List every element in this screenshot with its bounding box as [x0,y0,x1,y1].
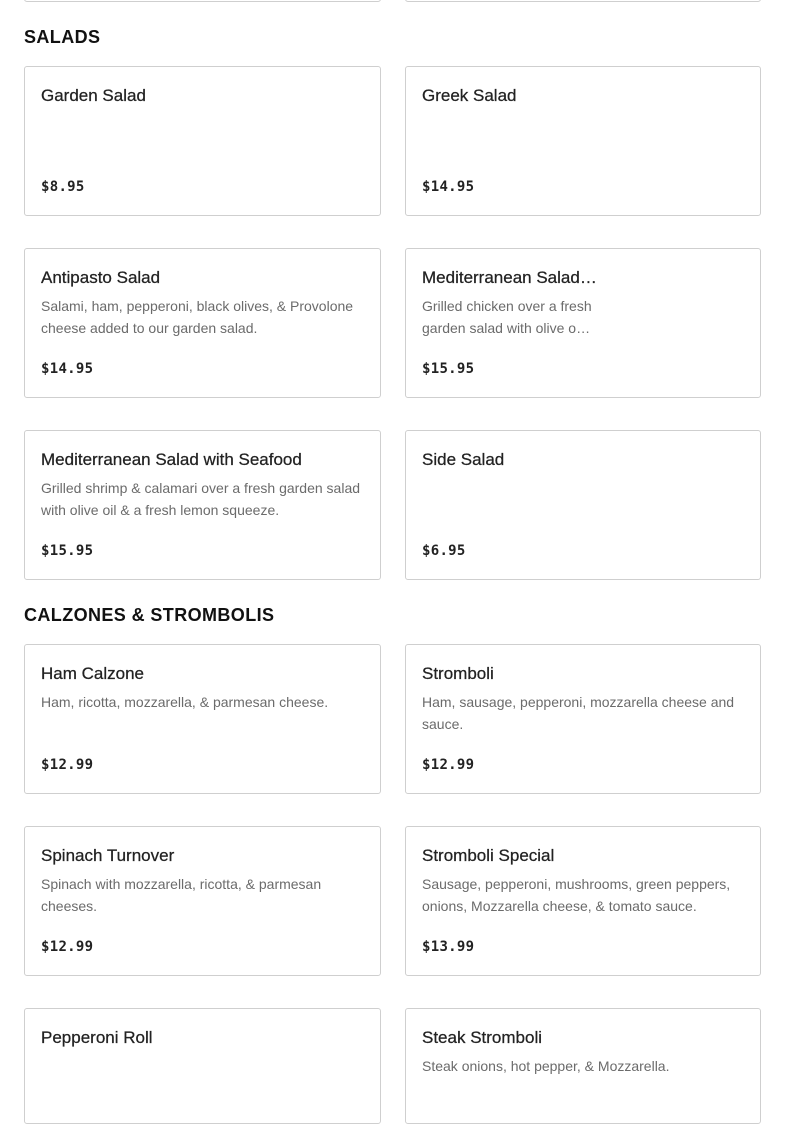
item-description: Steak onions, hot pepper, & Mozzarella. [422,1058,670,1074]
menu-item-ham-calzone[interactable] [24,644,381,794]
menu-item-steak-stromboli[interactable] [405,1008,761,1124]
menu-item-antipasto-salad[interactable] [24,248,381,398]
item-price: $12.99 [41,939,94,955]
item-name: Stromboli Special [422,846,555,865]
item-description: Ham, sausage, pepperoni, mozzarella cheese and sauce. [422,694,735,732]
item-price: $14.95 [41,361,94,377]
item-name: Side Salad [422,450,505,469]
menu-item-greek-salad[interactable] [405,66,761,216]
item-name: Spinach Turnover [41,846,175,865]
item-description: Spinach with mozzarella, ricotta, & parmesan cheeses. [41,876,322,914]
item-name: Stromboli [422,664,494,683]
menu-item-card[interactable] [405,0,761,2]
item-name: Ham Calzone [41,664,144,683]
item-price: $14.95 [422,179,475,195]
item-description: Grilled shrimp & calamari over a fresh garden salad with olive oil & a fresh lemon squeeze. [41,480,361,518]
item-name: Mediterranean Salad… [422,268,597,287]
item-name: Greek Salad [422,86,517,105]
item-price: $12.99 [41,757,94,773]
item-price: $15.95 [422,361,475,377]
menu-item-mediterranean-salad[interactable] [405,248,761,398]
item-description: Salami, ham, pepperoni, black olives, & Provolone cheese added to our garden salad. [41,298,354,336]
menu-item-spinach-turnover[interactable] [24,826,381,976]
item-price: $6.95 [422,543,466,559]
item-price: $8.95 [41,179,85,195]
item-description: Sausage, pepperoni, mushrooms, green peppers, onions, Mozzarella cheese, & tomato sauce. [422,876,731,914]
item-price: $15.95 [41,543,94,559]
menu-item-stromboli-special[interactable] [405,826,761,976]
item-name: Pepperoni Roll [41,1028,153,1047]
item-description: Ham, ricotta, mozzarella, & parmesan cheese. [41,694,329,710]
item-price: $12.99 [422,757,475,773]
menu-item-pepperoni-roll[interactable] [24,1008,381,1124]
item-name: Mediterranean Salad with Seafood [41,450,302,469]
menu-item-card[interactable] [24,0,381,2]
section-title-salads: SALADS [24,27,101,47]
menu-item-garden-salad[interactable] [24,66,381,216]
item-name: Antipasto Salad [41,268,161,287]
section-title-calzones-strombolis: CALZONES & STROMBOLIS [24,605,275,625]
menu-item-side-salad[interactable] [405,430,761,580]
menu-item-mediterranean-salad-seafood[interactable] [24,430,381,580]
item-name: Steak Stromboli [422,1028,542,1047]
item-price: $13.99 [422,939,475,955]
menu-item-stromboli[interactable] [405,644,761,794]
item-name: Garden Salad [41,86,146,105]
item-description: Grilled chicken over a fresh garden salad with olive o… [422,298,592,336]
